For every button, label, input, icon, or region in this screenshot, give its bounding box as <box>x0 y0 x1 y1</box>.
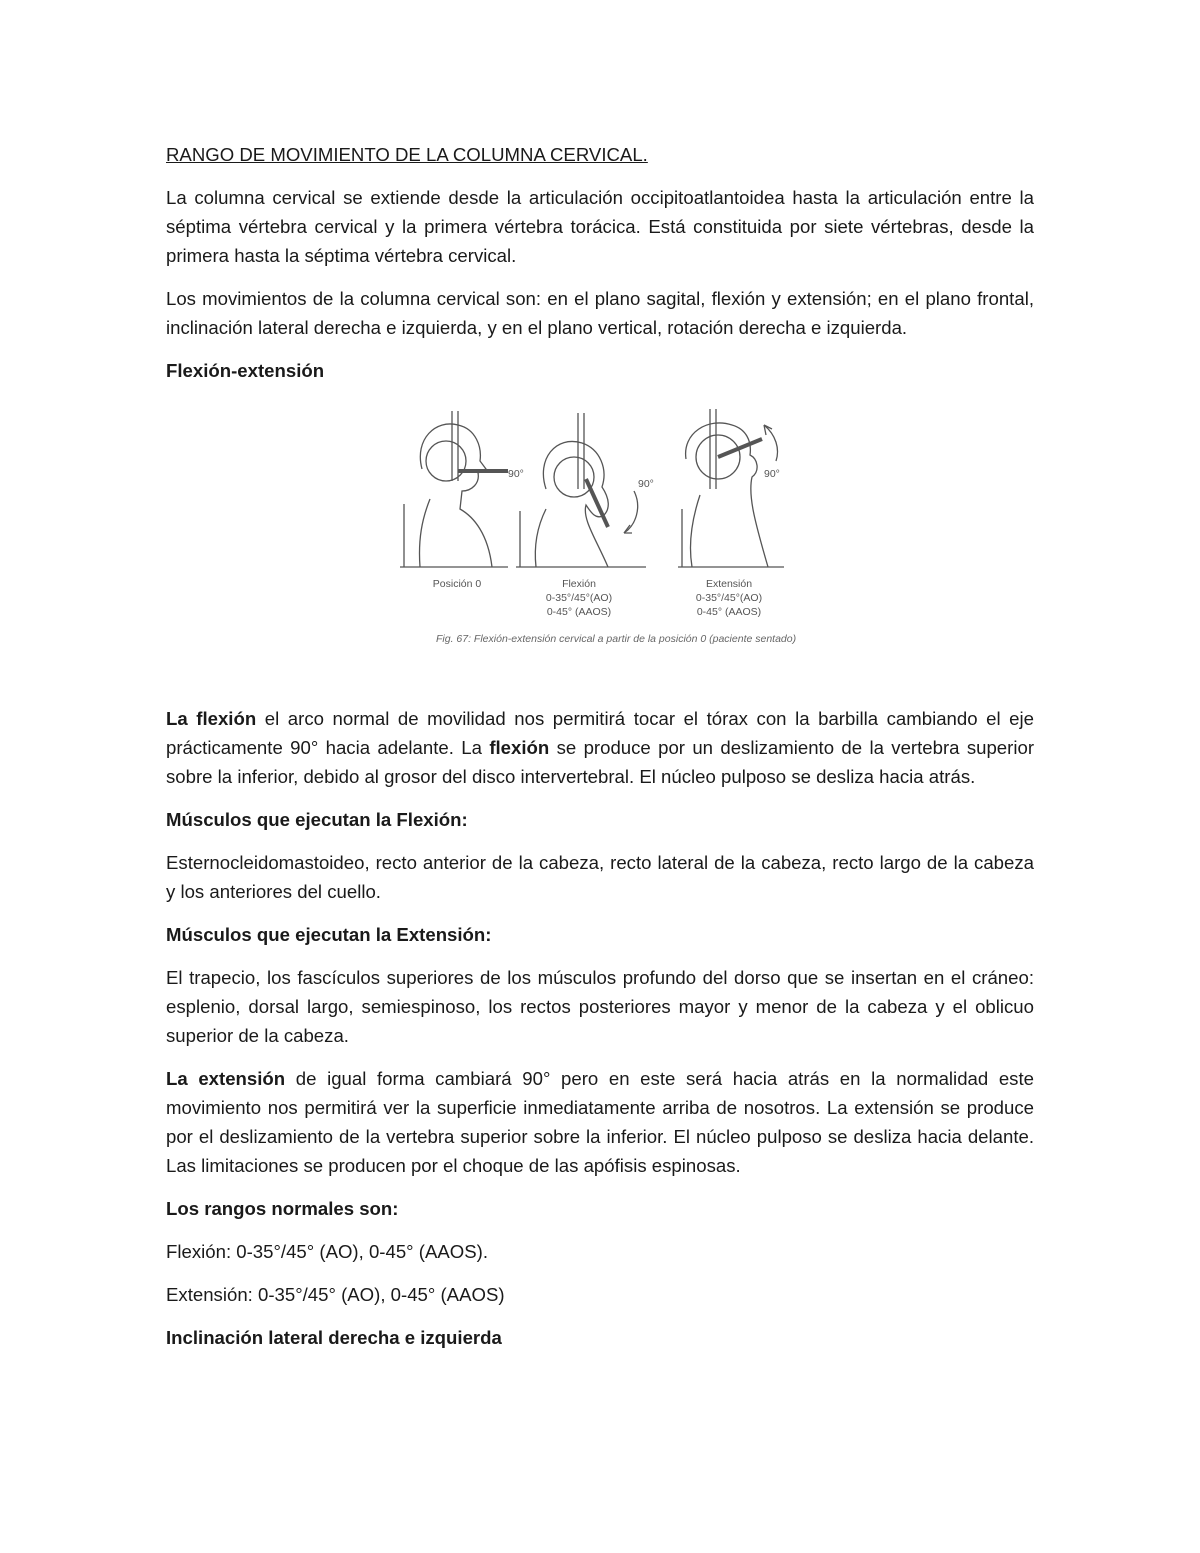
figure-caption: Fig. 67: Flexión-extensión cervical a partir de la posición 0 (paciente sentado) <box>436 633 797 645</box>
extension-paragraph <box>166 1064 1034 1180</box>
extension-text: de igual forma cambiará 90° pero en este será hacia atrás en la normalidad este movimiento nos permitirá ver la superficie inmediatamente arriba de nosotros. La extensión se produce por el deslizamiento de la vertebra superior sobre la inferior. El núcleo pulposo se desliza hacia delante. Las limitaciones se producen por el choque de las apófisis espinosas. <box>166 1068 1034 1176</box>
panel-posicion-0 <box>400 411 508 567</box>
angle-label-extension: 90° <box>764 468 780 480</box>
flexion-paragraph <box>166 704 1034 791</box>
panel-label-posicion-0: Posición 0 <box>432 578 482 590</box>
range-extension: Extensión: 0-35°/45° (AO), 0-45° (AAOS) <box>166 1284 505 1305</box>
panel-label-flexion: Flexión 0-35°/45°(AO) 0-45° (AAOS) <box>545 578 613 618</box>
angle-label-flexion: 90° <box>638 478 654 490</box>
heading-musculos-flexion: Músculos que ejecutan la Flexión: <box>166 809 468 830</box>
flexion-bold-2: flexión <box>489 737 550 758</box>
flexion-lead: La flexión <box>166 708 257 729</box>
panel-label-extension: Extensión 0-35°/45°(AO) 0-45° (AAOS) <box>695 578 763 618</box>
heading-flexion-extension: Flexión-extensión <box>166 360 325 381</box>
intro-paragraph-1: La columna cervical se extiende desde la articulación occipitoatlantoidea hasta la articulación entre la séptima vértebra cervical y la primera vértebra torácica. Está constituida por siete vértebras, desde la primera hasta la séptima vértebra cervical. <box>166 187 1034 266</box>
document-title: RANGO DE MOVIMIENTO DE LA COLUMNA CERVICAL. <box>166 144 648 165</box>
panel-flexion <box>516 413 646 567</box>
musculos-extension-text: El trapecio, los fascículos superiores de los músculos profundo del dorso que se insertan en el cráneo: esplenio, dorsal largo, semiespinoso, los rectos posteriores mayor y menor de la cabeza y el oblicuo superior de la cabeza. <box>166 967 1034 1046</box>
heading-inclinacion-lateral: Inclinación lateral derecha e izquierda <box>166 1327 502 1348</box>
extension-lead: La extensión <box>166 1068 286 1089</box>
musculos-flexion-text: Esternocleidomastoideo, recto anterior de la cabeza, recto lateral de la cabeza, recto largo de la cabeza y los anteriores del cuello. <box>166 852 1034 902</box>
range-flexion: Flexión: 0-35°/45° (AO), 0-45° (AAOS). <box>166 1241 488 1262</box>
intro-paragraph-2: Los movimientos de la columna cervical son: en el plano sagital, flexión y extensión; en el plano frontal, inclinación lateral derecha e izquierda, y en el plano vertical, rotación derecha e izquierda. <box>166 288 1034 338</box>
heading-musculos-extension: Músculos que ejecutan la Extensión: <box>166 924 492 945</box>
flexion-text-2: se produce por un deslizamiento de la vertebra superior sobre la inferior, debido al grosor del disco intervertebral. El núcleo pulposo se desliza hacia atrás. <box>166 737 1035 787</box>
panel-extension <box>678 409 784 567</box>
document-page <box>166 140 1034 1366</box>
heading-rangos-normales: Los rangos normales son: <box>166 1198 399 1219</box>
flexion-extension-figure <box>166 399 1034 684</box>
flexion-text-1: el arco normal de movilidad nos permitirá tocar el tórax con la barbilla cambiando el eje prácticamente 90° hacia adelante. La <box>166 708 1034 758</box>
angle-label-posicion-0: 90° <box>508 468 524 480</box>
